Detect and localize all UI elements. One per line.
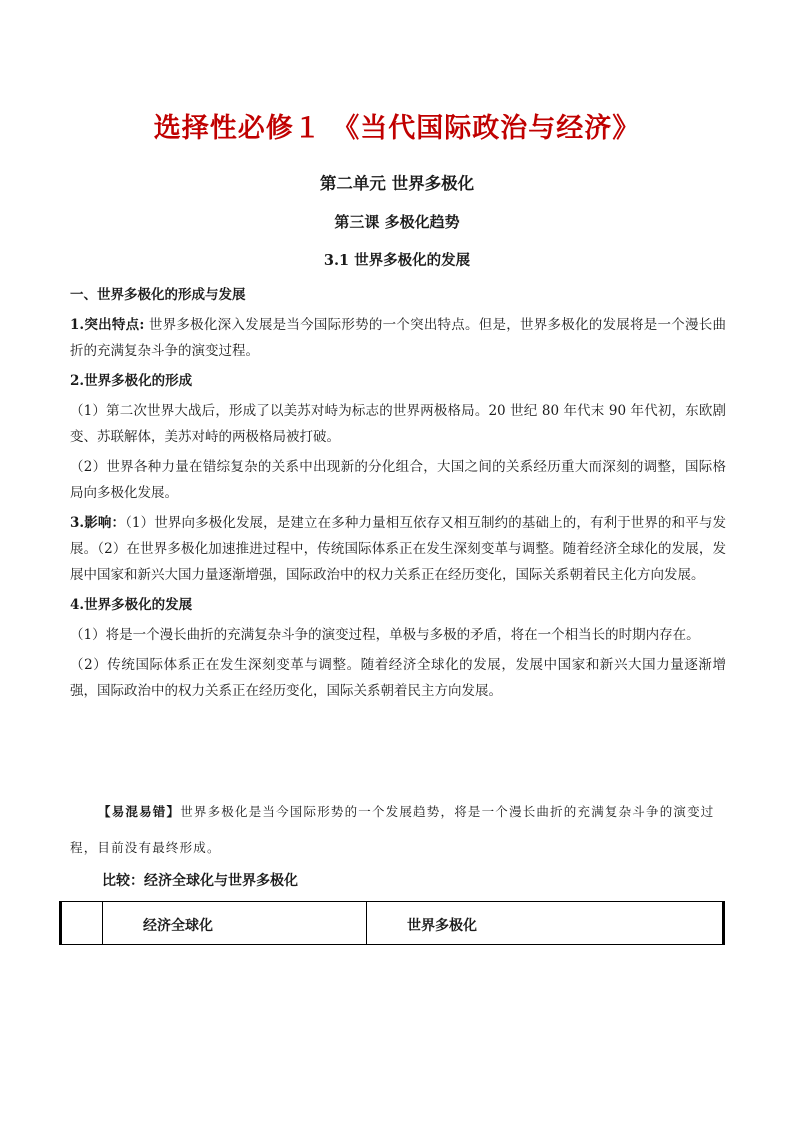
part-heading: 一、世界多极化的形成与发展 bbox=[70, 287, 246, 303]
table-header-cell-2 bbox=[367, 902, 722, 944]
tip-text: 世界多极化是当今国际形势的一个发展趋势，将是一个漫长曲折的充满复杂斗争的演变过程，目前没有最终形成。 bbox=[70, 804, 715, 855]
table-header-multipolarity: 世界多极化 bbox=[407, 918, 477, 934]
point-1 bbox=[70, 312, 726, 364]
table-header-cell-1 bbox=[103, 902, 367, 944]
table-header-globalization: 经济全球化 bbox=[143, 918, 213, 934]
point-3-label: 3.影响： bbox=[70, 515, 126, 531]
point-2-item-2: （2）世界各种力量在错综复杂的关系中出现新的分化组合，大国之间的关系经历重大而深刻的调整，国际格局向多极化发展。 bbox=[70, 459, 726, 501]
section-heading: 3.1 世界多极化的发展 bbox=[323, 252, 471, 269]
point-4-item-2: （2）传统国际体系正在发生深刻变革与调整。随着经济全球化的发展，发展中国家和新兴大国力量逐渐增强，国际政治中的权力关系正在经历变化，国际关系朝着民主方向发展。 bbox=[70, 657, 726, 699]
point-3 bbox=[70, 510, 726, 588]
content-body bbox=[70, 282, 726, 704]
unit-heading: 第二单元 世界多极化 bbox=[319, 174, 475, 193]
point-1-text: 世界多极化深入发展是当今国际形势的一个突出特点。但是，世界多极化的发展将是一个漫长曲折的充满复杂斗争的演变过程。 bbox=[70, 317, 727, 359]
point-3-text: （1）世界向多极化发展，是建立在多种力量相互依存又相互制约的基础上的，有利于世界的和平与发展。（2）在世界多极化加速推进过程中，传统国际体系正在发生深刻变革与调整。随着经济全球化的发展，发展中国家和新兴大国力量逐渐增强，国际政治中的权力关系正在经历变化，国际关系朝着民主化方向发展。 bbox=[70, 515, 726, 583]
point-1-label: 1.突出特点: bbox=[70, 317, 145, 333]
point-4-heading: 4.世界多极化的发展 bbox=[70, 597, 193, 613]
tip-label: 【易混易错】 bbox=[98, 804, 181, 819]
point-4-item-1: （1）将是一个漫长曲折的充满复杂斗争的演变过程，单极与多极的矛盾，将在一个相当长的时期内存在。 bbox=[70, 627, 700, 643]
document-title: 选择性必修１ 《当代国际政治与经济》 bbox=[153, 113, 641, 144]
point-2-item-1: （1）第二次世界大战后，形成了以美苏对峙为标志的世界两极格局。20 世纪 80 年代末 90 年代初，东欧剧变、苏联解体，美苏对峙的两极格局被打破。 bbox=[70, 403, 726, 445]
lesson-heading: 第三课 多极化趋势 bbox=[334, 213, 460, 231]
compare-title: 比较：经济全球化与世界多极化 bbox=[102, 873, 298, 889]
point-2-heading: 2.世界多极化的形成 bbox=[70, 373, 193, 389]
comparison-table bbox=[59, 901, 725, 945]
tip-box bbox=[70, 794, 726, 866]
table-empty-cell bbox=[62, 902, 103, 944]
